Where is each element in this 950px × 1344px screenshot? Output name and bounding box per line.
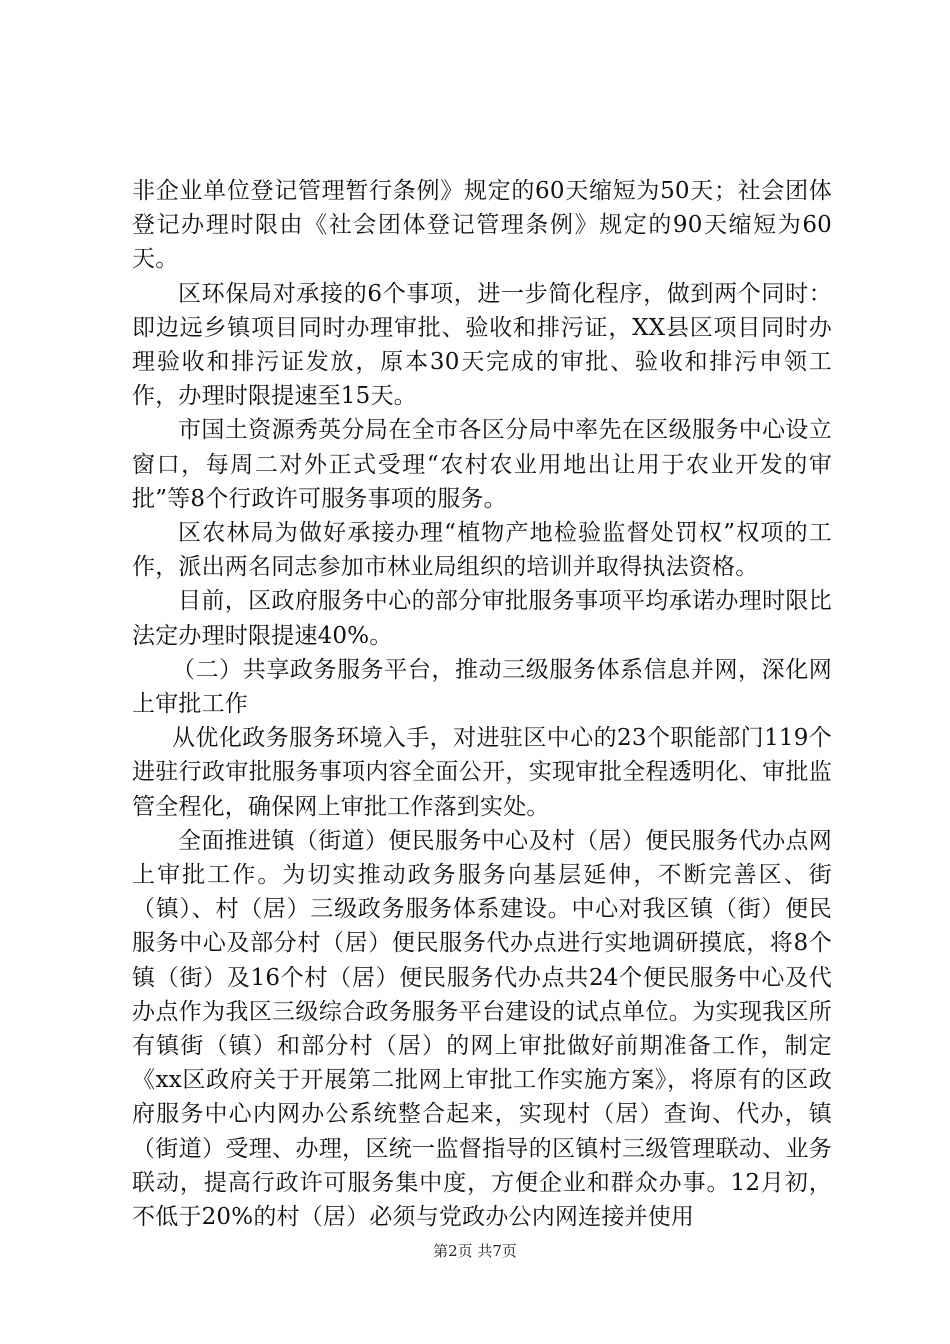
paragraph-continuation: 非企业单位登记管理暂行条例》规定的60天缩短为50天；社会团体登记办理时限由《社会团体登记管理条例》规定的90天缩短为60天。 (132, 178, 832, 273)
section-heading-two: （二）共享政务服务平台，推动三级服务体系信息并网，深化网上审批工作 (132, 656, 832, 718)
paragraph-environment-bureau: 区环保局对承接的6个事项，进一步简化程序，做到两个同时：即边远乡镇项目同时办理审批、验收和排污证，XX县区项目同时办理验收和排污证发放，原本30天完成的审批、验收和排污申领工作，办理时限提速至15天。 (132, 280, 832, 410)
paragraph-current-status: 目前，区政府服务中心的部分审批服务事项平均承诺办理时限比法定办理时限提速40%。 (132, 588, 832, 649)
paragraph-agriculture-forestry: 区农林局为做好承接办理“植物产地检验监督处罚权”权项的工作，派出两名同志参加市林业局组织的培训并取得执法资格。 (132, 520, 832, 581)
paragraph-three-level-service: 全面推进镇（街道）便民服务中心及村（居）便民服务代办点网上审批工作。为切实推动政务服务向基层延伸，不断完善区、街（镇）、村（居）三级政务服务体系建设。中心对我区镇（街）便民服务中心及部分村（居）便民服务代办点进行实地调研摸底，将8个镇（街）及16个村（居）便民服务代办点共24个便民服务中心及代办点作为我区三级综合政务服务平台建设的试点单位。为实现我区所有镇街（镇）和部分村（居）的网上审批做好前期准备工作，制定《xx区政府关于开展第二批网上审批工作实施方案》，将原有的区政府服务中心内网办公系统整合起来，实现村（居）查询、代办，镇（街道）受理、办理，区统一监督指导的区镇村三级管理联动、业务联动，提高行政许可服务集中度，方便企业和群众办事。12月初，不低于20%的村（居）必须与党政办公内网连接并使用 (132, 827, 832, 1231)
document-body (132, 174, 832, 1234)
paragraph-optimize-environment: 从优化政务服务环境入手，对进驻区中心的23个职能部门119个进驻行政审批服务事项内容全面公开，实现审批全程透明化、审批监管全程化，确保网上审批工作落到实处。 (132, 725, 832, 820)
page-number-footer: 第2页 共7页 (433, 1242, 517, 1260)
paragraph-land-resources: 市国土资源秀英分局在全市各区分局中率先在区级服务中心设立窗口，每周二对外正式受理“农村农业用地出让用于农业开发的审批”等8个行政许可服务事项的服务。 (132, 417, 832, 512)
